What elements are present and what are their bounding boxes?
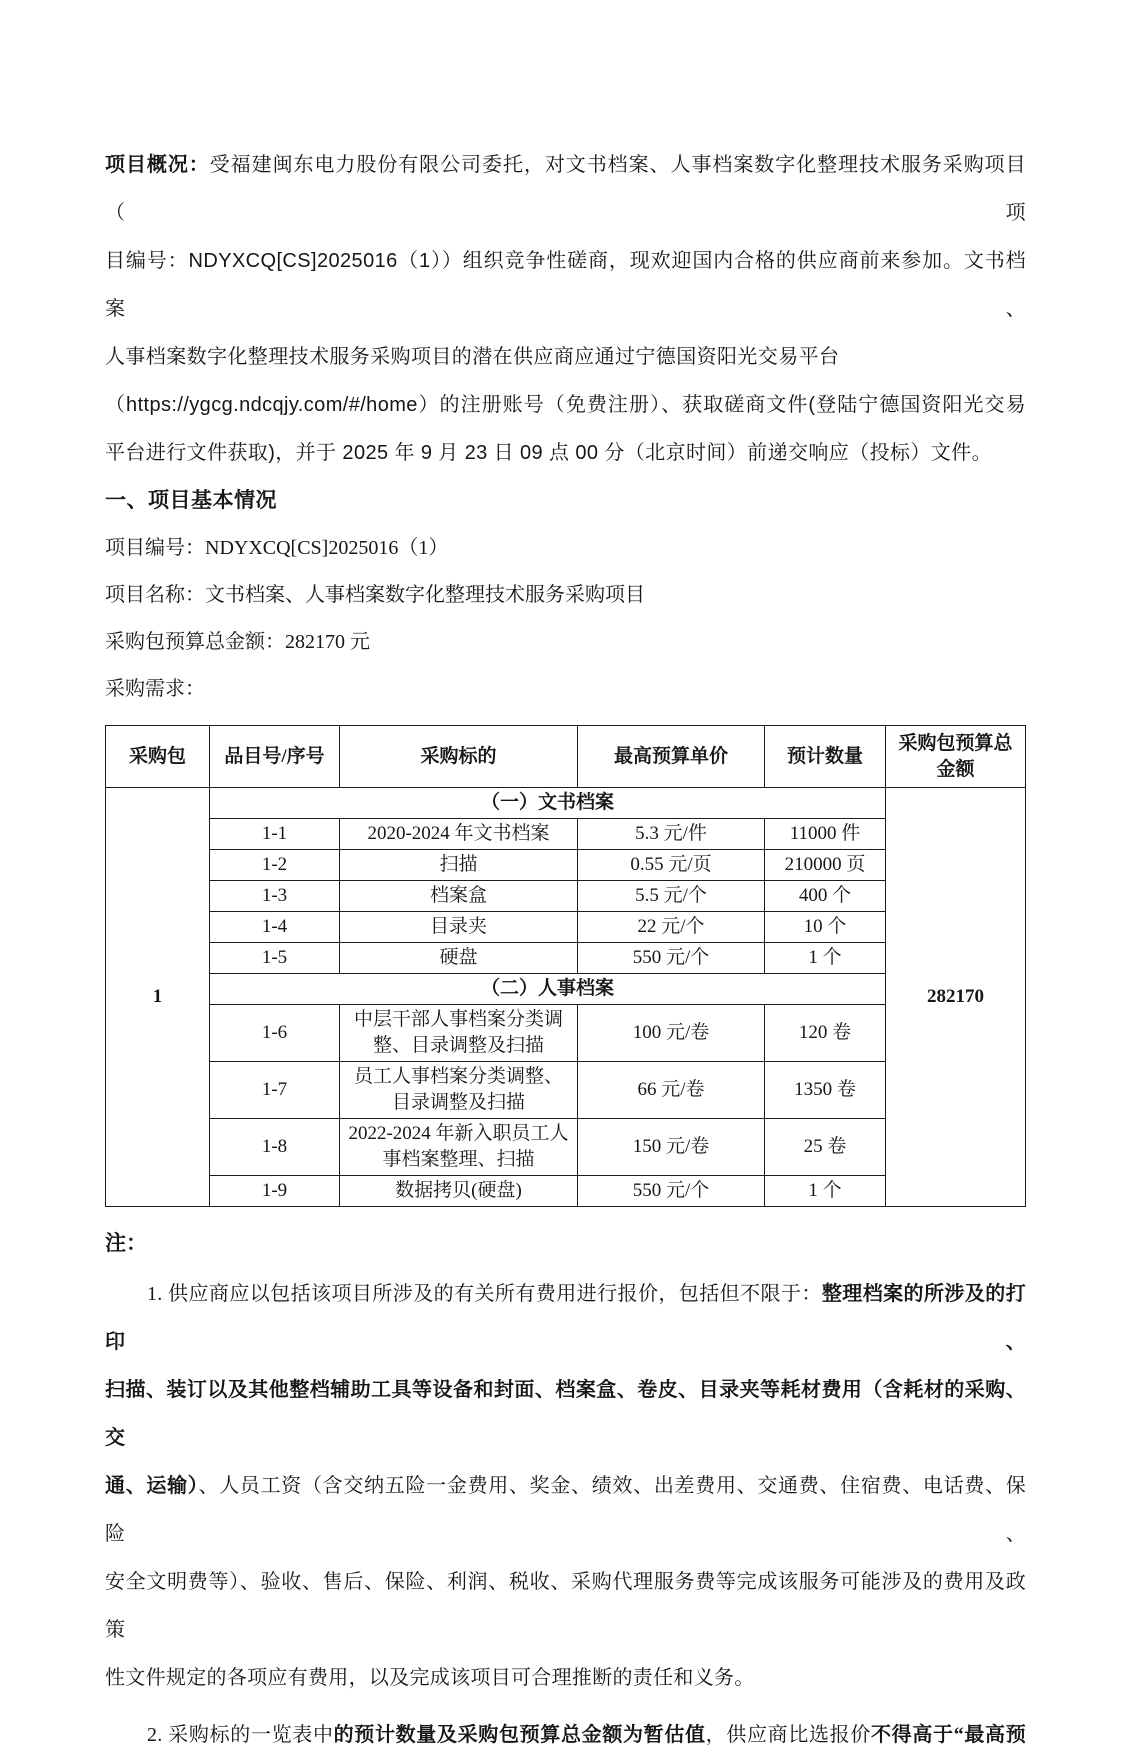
table-header — [106, 726, 1026, 788]
column-header: 采购标的 — [340, 726, 578, 788]
item-unit-price-cell: 100 元/卷 — [578, 1005, 765, 1062]
text-segment: 平台进行文件获取)，并于 2025 年 9 月 23 日 09 点 00 分（北京时间）前递交响应（投标）文件。 — [105, 442, 992, 464]
item-quantity-cell: 25 卷 — [765, 1119, 886, 1176]
column-header: 采购包 — [106, 726, 210, 788]
text-segment: 1. 供应商应以包括该项目所涉及的有关所有费用进行报价，包括但不限于： — [147, 1283, 822, 1305]
item-id-cell: 1-6 — [210, 1005, 340, 1062]
text-line — [105, 381, 1026, 429]
text-line — [105, 1462, 1026, 1558]
item-unit-price-cell: 5.5 元/个 — [578, 881, 765, 912]
project-name-line: 项目名称：文书档案、人事档案数字化整理技术服务采购项目 — [105, 584, 645, 606]
text-line — [105, 1366, 1026, 1462]
item-quantity-cell: 210000 页 — [765, 850, 886, 881]
item-subject-cell: 档案盒 — [340, 881, 578, 912]
item-id-cell: 1-7 — [210, 1062, 340, 1119]
item-subject-cell: 2022-2024 年新入职员工人事档案整理、扫描 — [340, 1119, 578, 1176]
item-unit-price-cell: 150 元/卷 — [578, 1119, 765, 1176]
section-title-cell: （二）人事档案 — [210, 974, 886, 1005]
item-quantity-cell: 400 个 — [765, 881, 886, 912]
procurement-requirements-table — [105, 725, 1026, 1207]
package-id-cell: 1 — [106, 788, 210, 1207]
bold-text-segment: 项目概况： — [105, 154, 210, 176]
bold-text-segment: 不得高于“最高预 — [871, 1724, 1026, 1746]
item-id-cell: 1-9 — [210, 1176, 340, 1207]
item-quantity-cell: 120 卷 — [765, 1005, 886, 1062]
text-line — [105, 333, 1026, 381]
bold-text-segment: 通、运输） — [105, 1475, 199, 1497]
text-line — [105, 1558, 1026, 1654]
item-id-cell: 1-4 — [210, 912, 340, 943]
item-subject-cell: 数据拷贝(硬盘) — [340, 1176, 578, 1207]
bold-text-segment: 的预计数量及采购包预算总金额为暂估值 — [333, 1724, 706, 1746]
item-quantity-cell: 10 个 — [765, 912, 886, 943]
package-total-cell: 282170 — [886, 788, 1026, 1207]
notes-section — [105, 1220, 1026, 1759]
section-heading-basic-info: 一、项目基本情况 — [105, 489, 277, 512]
table-section-row — [106, 788, 1026, 819]
item-unit-price-cell: 22 元/个 — [578, 912, 765, 943]
text-segment: 2. 采购标的一览表中 — [147, 1724, 334, 1746]
table-header-row — [106, 726, 1026, 788]
column-header: 最高预算单价 — [578, 726, 765, 788]
bold-text-segment: 扫描、装订以及其他整档辅助工具等设备和封面、档案盒、卷皮、目录夹等耗材费用（含耗材的采购、交 — [105, 1379, 1026, 1449]
item-quantity-cell: 11000 件 — [765, 819, 886, 850]
column-header: 采购包预算总金额 — [886, 726, 1026, 788]
text-segment: 受福建闽东电力股份有限公司委托，对文书档案、人事档案数字化整理技术服务采购项目（项 — [105, 154, 1027, 224]
item-subject-cell: 扫描 — [340, 850, 578, 881]
budget-total-line: 采购包预算总金额：282170 元 — [105, 631, 370, 653]
text-segment: 性文件规定的各项应有费用，以及完成该项目可合理推断的责任和义务。 — [105, 1667, 755, 1689]
text-line — [105, 1654, 1026, 1702]
text-segment: 目编号：NDYXCQ[CS]2025016（1））组织竞争性磋商，现欢迎国内合格的供应商前来参加。文书档案、 — [105, 250, 1026, 320]
item-quantity-cell: 1 个 — [765, 943, 886, 974]
item-unit-price-cell: 550 元/个 — [578, 943, 765, 974]
text-line — [105, 429, 1026, 477]
text-segment: （https://ygcg.ndcqjy.com/#/home）的注册账号（免费注册）、获取磋商文件(登陆宁德国资阳光交易 — [105, 394, 1026, 416]
item-unit-price-cell: 5.3 元/件 — [578, 819, 765, 850]
item-quantity-cell: 1350 卷 — [765, 1062, 886, 1119]
item-subject-cell: 中层干部人事档案分类调整、目录调整及扫描 — [340, 1005, 578, 1062]
item-subject-cell: 2020-2024 年文书档案 — [340, 819, 578, 850]
item-unit-price-cell: 66 元/卷 — [578, 1062, 765, 1119]
item-subject-cell: 目录夹 — [340, 912, 578, 943]
text-segment: 人事档案数字化整理技术服务采购项目的潜在供应商应通过宁德国资阳光交易平台 — [105, 346, 840, 368]
item-id-cell: 1-5 — [210, 943, 340, 974]
procurement-demand-label: 采购需求： — [105, 678, 205, 700]
item-id-cell: 1-3 — [210, 881, 340, 912]
item-unit-price-cell: 550 元/个 — [578, 1176, 765, 1207]
text-line — [105, 141, 1026, 237]
bold-text-segment: 整理档案的所涉及的打印、 — [105, 1283, 1027, 1353]
item-unit-price-cell: 0.55 元/页 — [578, 850, 765, 881]
text-segment: 、人员工资（含交纳五险一金费用、奖金、绩效、出差费用、交通费、住宿费、电话费、保险、 — [105, 1475, 1027, 1545]
column-header: 预计数量 — [765, 726, 886, 788]
item-subject-cell: 员工人事档案分类调整、目录调整及扫描 — [340, 1062, 578, 1119]
text-line — [105, 1270, 1026, 1366]
section-title-cell: （一）文书档案 — [210, 788, 886, 819]
item-subject-cell: 硬盘 — [340, 943, 578, 974]
project-info-block — [105, 525, 1026, 713]
text-segment: ，供应商比选报价 — [705, 1724, 872, 1746]
text-line — [105, 1711, 1026, 1759]
item-id-cell: 1-1 — [210, 819, 340, 850]
note-paragraph-1 — [105, 1270, 1026, 1702]
note-paragraph-2 — [105, 1711, 1026, 1759]
item-id-cell: 1-8 — [210, 1119, 340, 1176]
column-header: 品目号/序号 — [210, 726, 340, 788]
notes-label: 注： — [105, 1231, 147, 1255]
project-number-line: 项目编号：NDYXCQ[CS]2025016（1） — [105, 537, 449, 559]
item-id-cell: 1-2 — [210, 850, 340, 881]
text-line — [105, 237, 1026, 333]
project-overview-paragraph — [105, 141, 1026, 477]
table-body — [106, 788, 1026, 1207]
item-quantity-cell: 1 个 — [765, 1176, 886, 1207]
text-segment: 安全文明费等）、验收、售后、保险、利润、税收、采购代理服务费等完成该服务可能涉及的费用及政策 — [105, 1571, 1026, 1641]
